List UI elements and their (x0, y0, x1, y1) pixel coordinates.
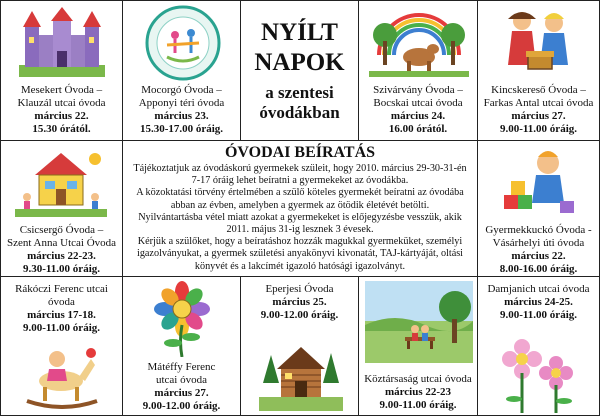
csicsergo-street: Szent Anna Utcai Óvoda (6, 237, 117, 249)
title-card (240, 0, 359, 141)
csicsergo-time: 9.30-11.00 óráig. (23, 263, 100, 275)
mocorgo-time: 15.30-17.00 óráig. (139, 123, 224, 135)
flower-icon (149, 281, 215, 357)
card-csicsergo (0, 140, 123, 277)
mesekert-time: 15.30 órától. (32, 123, 91, 135)
mesekert-street: Klauzál utcai óvoda (17, 97, 106, 109)
card-mesekert (0, 0, 123, 141)
csicsergo-name: Csicsergő Óvoda – (19, 224, 104, 236)
rainbow-horse-icon (369, 5, 469, 77)
title-line-3: a szentesi (265, 83, 334, 102)
children-treasure-icon (492, 5, 586, 77)
card-gyermekkuckos (477, 140, 600, 277)
matteffy-street: utcai óvoda (155, 374, 207, 386)
eperjesi-date: március 25. (272, 296, 327, 308)
mesekert-date: március 22. (34, 110, 89, 122)
enrollment-paragraph-2: A közoktatási törvény értelmében a szülő köteles gyermekét beíratni az óvodába abban az évben, amelyben a gyermek az ötödik életévét betölti. (136, 187, 464, 211)
flowers-icon (496, 333, 584, 413)
kincskereso-street: Farkas Antal utcai óvoda (483, 97, 594, 109)
card-rakoczi (0, 276, 123, 416)
enrollment-card (122, 140, 478, 277)
gyermekkuckos-time: 8.00-16.00 óráig. (499, 263, 578, 275)
gyermekkuckos-street: Vásárhelyi úti óvoda (492, 237, 585, 249)
enrollment-heading: ÓVODAI BEÍRATÁS (224, 144, 376, 161)
damjanich-name: Damjanich utcai óvoda (487, 283, 590, 295)
mocorgo-logo (145, 5, 221, 81)
koztarsasag-date: március 22-23 (384, 386, 452, 398)
rakoczi-name: Rákóczi Ferenc utcai (15, 283, 108, 295)
eperjesi-time: 9.00-12.00 óráig. (260, 309, 339, 321)
enrollment-paragraph-1: Tájékoztatjuk az óvodáskorú gyermekek szüleit, hogy 2010. március 29-30-31-én 7-17 óráig lehet beíratni a gyermekeket az óvodákba. (133, 163, 467, 187)
mocorgo-name: Mocorgó Óvoda – (141, 84, 222, 96)
castle-icon (19, 7, 105, 77)
child-blocks-icon (500, 147, 578, 217)
mesekert-name: Mesekert Óvoda – (20, 84, 103, 96)
title-line-1: NYÍLT (261, 19, 338, 46)
mocorgo-date: március 23. (154, 110, 209, 122)
card-szivarvany (358, 0, 478, 141)
rakoczi-street: óvoda (48, 296, 75, 308)
eperjesi-name: Eperjesi Óvoda (265, 283, 334, 295)
card-damjanich (477, 276, 600, 416)
matteffy-name: Mátéffy Ferenc (147, 361, 216, 373)
log-cabin-icon (259, 335, 343, 411)
gyermekkuckos-date: március 22. (511, 250, 566, 262)
damjanich-date: március 24-25. (504, 296, 573, 308)
rocking-horse-icon (21, 343, 103, 409)
csicsergo-date: március 22-23. (27, 250, 96, 262)
card-mocorgo (122, 0, 241, 141)
matteffy-time: 9.00-12.00 óráig. (142, 400, 221, 412)
mocorgo-street: Apponyi téri óvoda (138, 97, 225, 109)
szivarvany-date: március 24. (390, 110, 446, 122)
kincskereso-date: március 27. (511, 110, 566, 122)
enrollment-paragraph-3: Nyilvántartásba vétel miatt azokat a gyermekeket is előjegyzésbe vesszük, akik 2011. május 31-ig lesznek 3 évesek. (138, 211, 462, 236)
gyermekkuckos-name: Gyermekkuckó Óvoda - (485, 224, 592, 236)
koztarsasag-name: Köztársaság utcai óvoda (364, 373, 472, 385)
kincskereso-name: Kincskereső Óvoda – (491, 84, 586, 96)
title-line-2: NAPOK (254, 49, 345, 76)
matteffy-date: március 27. (154, 387, 209, 399)
koztarsasag-time: 9.00-11.00 óráig. (379, 399, 457, 411)
szivarvany-name: Szivárvány Óvoda – (373, 84, 463, 96)
szivarvany-time: 16.00 órától. (388, 123, 448, 135)
card-koztarsasag (358, 276, 478, 416)
card-kincskereso (477, 0, 600, 141)
house-children-icon (15, 147, 107, 217)
damjanich-time: 9.00-11.00 óráig. (500, 309, 577, 321)
enrollment-paragraph-4: Kérjük a szülőket, hogy a beíratáshoz hozzák magukkal gyermeküket, személyi igazolványukat, a gyermek születési anyakönyvi kivonatát, TAJ-kártyáját, oltási könyvét és a lakcímét igazoló hatósági igazolványt. (136, 236, 464, 272)
rakoczi-date: március 17-18. (27, 309, 96, 321)
title-line-4: óvodákban (259, 103, 340, 122)
rakoczi-time: 9.00-11.00 óráig. (23, 322, 100, 334)
card-matteffy (122, 276, 241, 416)
szivarvany-street: Bocskai utcai óvoda (373, 97, 463, 109)
landscape-bench-icon (365, 281, 473, 363)
card-eperjesi (240, 276, 359, 416)
kincskereso-time: 9.00-11.00 óráig. (500, 123, 577, 135)
